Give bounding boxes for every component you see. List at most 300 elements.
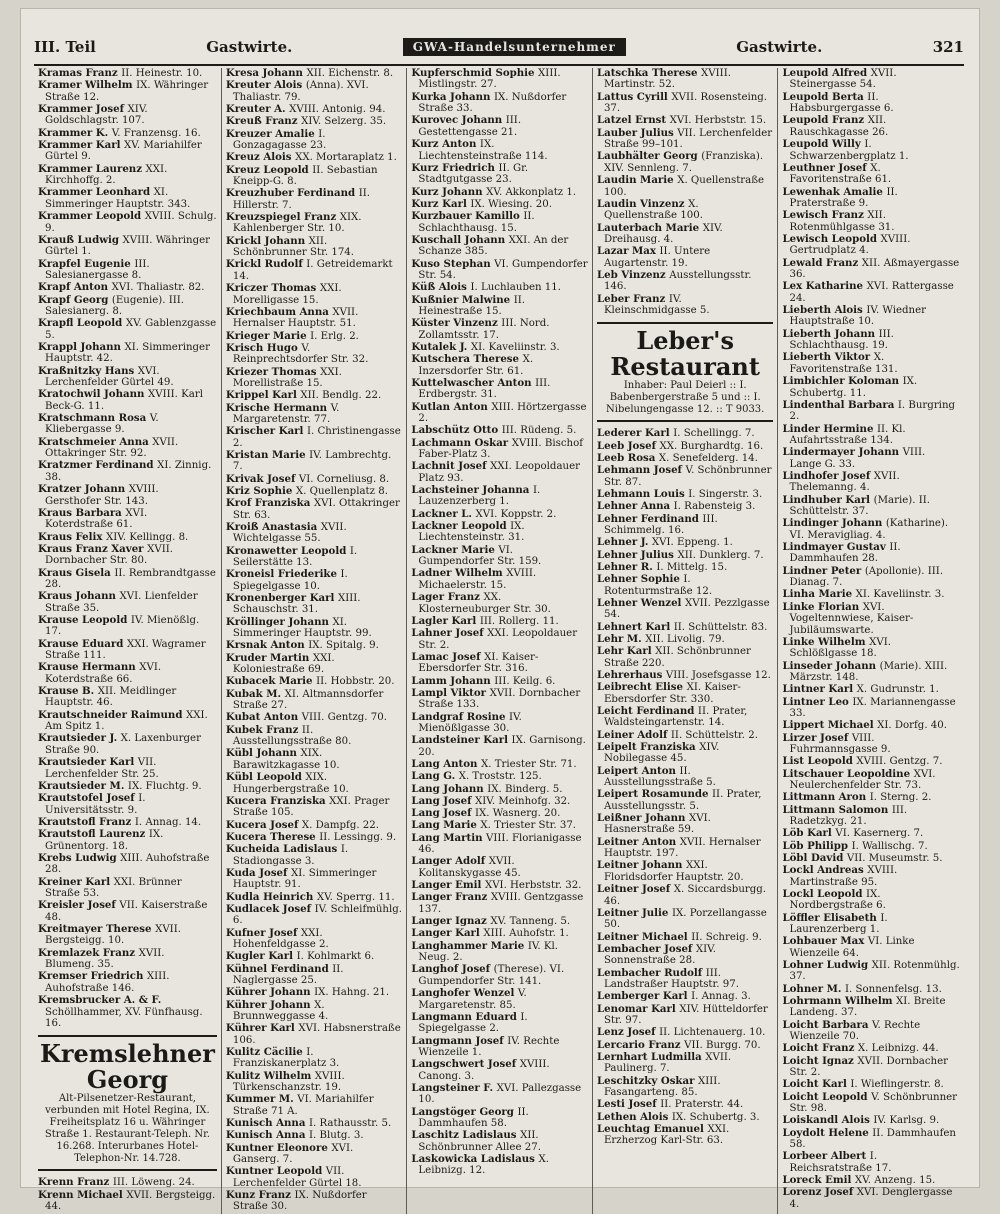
entry-address: I. Kohlmarkt 6. xyxy=(296,951,375,963)
entry-address: II. Lichtenauerg. 10. xyxy=(659,1027,766,1039)
entry-address: XVII. Bergsteigg. 10. xyxy=(45,923,181,947)
directory-entry xyxy=(411,521,588,544)
entry-name: Langer Karl xyxy=(411,927,484,940)
entry-name: Laubhälter Georg xyxy=(596,150,702,163)
entry-address: VI. Gumpendorfer Str. 159. xyxy=(418,544,542,568)
directory-entry xyxy=(411,856,588,879)
entry-name: Krautsieder M. xyxy=(38,779,128,792)
directory-entry xyxy=(38,259,217,282)
directory-entry xyxy=(597,537,774,548)
entry-name: Krapfl Leopold xyxy=(38,317,126,330)
entry-address: XVI. Thaliastr. 82. xyxy=(111,282,205,294)
directory-entry xyxy=(782,400,960,423)
entry-name: Lehmann Louis xyxy=(596,488,689,501)
entry-address: XII. Dunklerg. 7. xyxy=(677,549,764,561)
directory-entry xyxy=(411,1154,588,1177)
entry-name: Leißner Johann xyxy=(596,812,689,825)
entry-name: Krapf Anton xyxy=(38,281,112,294)
directory-entry xyxy=(597,92,774,115)
directory-entry xyxy=(411,880,588,891)
entry-name: Lagler Karl xyxy=(411,614,480,627)
entry-address: IX. Garnisong. 20. xyxy=(418,735,586,758)
entry-address: VI. Kasernerg. 7. xyxy=(835,828,924,840)
entry-address: X. Laxenburger Straße 90. xyxy=(45,733,201,756)
entry-address: (Marie). XIII. Märzstr. 148. xyxy=(789,660,948,683)
entry-address: II. Gr. Stadtgutgasse 23. xyxy=(418,162,529,186)
entry-name: Loicht Barbara xyxy=(782,1018,872,1031)
directory-entry xyxy=(226,474,403,485)
entry-address: XIV. Sonnenstraße 28. xyxy=(603,943,716,967)
directory-entry xyxy=(782,471,960,494)
directory-entry xyxy=(411,592,588,615)
entry-name: Lindhuber Karl xyxy=(782,493,874,506)
directory-entry xyxy=(38,793,217,816)
entry-address: IX. Nußdorfer Straße 33. xyxy=(418,91,567,115)
entry-address: IX. Spitalg. 9. xyxy=(308,640,379,652)
directory-entry xyxy=(782,637,960,660)
entry-name: Littmann Salomon xyxy=(782,803,892,816)
directory-entry xyxy=(38,900,217,923)
entry-address: V. Franzensg. 16. xyxy=(111,127,201,139)
entry-address: III. Radetzkyg. 21. xyxy=(789,804,908,827)
directory-entry xyxy=(597,1052,774,1075)
entry-address: Schöllhammer, XV. Fünfhausg. 16. xyxy=(45,1006,203,1029)
entry-name: Lieberth Johann xyxy=(782,327,879,340)
entry-address: I. Mittelg. 15. xyxy=(656,561,728,573)
entry-name: Krappl Johann xyxy=(38,340,125,353)
entry-name: Kreuz Leopold xyxy=(225,163,313,176)
directory-entry xyxy=(597,789,774,812)
directory-entry xyxy=(38,877,217,900)
directory-entry xyxy=(411,68,588,91)
directory-entry xyxy=(782,281,960,304)
directory-entry xyxy=(38,757,217,780)
directory-entry xyxy=(226,593,403,616)
entry-name: Linseder Johann xyxy=(782,659,880,672)
ad-title: Kremslehner Georg xyxy=(40,1039,215,1095)
directory-entry xyxy=(38,591,217,614)
entry-name: Krammer Josef xyxy=(38,103,128,115)
entry-name: Loicht Karl xyxy=(782,1078,851,1091)
entry-name: Lang G. xyxy=(411,770,459,783)
entry-address: II. Dammhaufen 28. xyxy=(789,542,901,565)
entry-name: Lockl Leopold xyxy=(782,887,867,900)
directory-entry xyxy=(38,366,217,389)
entry-name: Löb Karl xyxy=(782,827,836,840)
entry-name: Kurz Johann xyxy=(411,185,487,198)
directory-entry xyxy=(38,342,217,365)
entry-name: Lieberth Viktor xyxy=(782,351,874,364)
directory-entry xyxy=(38,662,217,685)
entry-name: Loicht Ignaz xyxy=(782,1054,858,1067)
directory-entry xyxy=(38,460,217,483)
directory-entry xyxy=(597,270,774,293)
directory-entry xyxy=(411,1012,588,1035)
entry-name: Küster Vinzenz xyxy=(411,317,502,330)
entry-name: Lintner Leo xyxy=(782,695,853,708)
directory-entry xyxy=(782,234,960,257)
directory-entry xyxy=(38,924,217,947)
entry-address: XXI. Kirchhoffg. 2. xyxy=(45,163,168,187)
entry-address: X. Inzersdorfer Str. 61. xyxy=(418,354,534,377)
directory-entry xyxy=(226,653,403,676)
entry-address: XIV. Nobilegasse 45. xyxy=(603,741,720,765)
directory-entry xyxy=(411,211,588,234)
directory-entry xyxy=(782,139,960,162)
directory-entry xyxy=(782,1092,960,1115)
directory-entry xyxy=(782,889,960,912)
entry-name: Löb Philipp xyxy=(782,839,852,852)
entry-address: I. Gonzagagasse 23. xyxy=(232,128,327,151)
entry-address: XVI. Koterdstraße 66. xyxy=(45,662,162,685)
entry-name: Leeb Josef xyxy=(596,439,660,452)
entry-address: XX. Burghardtg. 16. xyxy=(659,440,764,452)
directory-entry xyxy=(226,283,403,306)
directory-entry xyxy=(782,697,960,720)
entry-address: XVII. Wichtelgasse 55. xyxy=(232,521,347,545)
entry-name: Kunisch Anna xyxy=(225,1129,309,1142)
directory-entry xyxy=(597,646,774,669)
entry-address: XXI. Morelligasse 15. xyxy=(232,283,342,306)
entry-address: IX. Binderg. 5. xyxy=(487,783,563,795)
entry-name: Kronenberger Karl xyxy=(225,592,338,605)
directory-entry xyxy=(38,853,217,876)
entry-address: I. Laurenzerberg 1. xyxy=(789,912,888,935)
entry-address: I. Stadiongasse 3. xyxy=(232,844,349,867)
entry-address: I. Franziskanerplatz 3. xyxy=(232,1046,340,1070)
entry-address: IV. Wiedner Hauptstraße 10. xyxy=(789,305,926,328)
directory-entry xyxy=(411,402,588,425)
entry-name: Langstöger Georg xyxy=(411,1105,518,1118)
entry-name: Lewisch Leopold xyxy=(782,232,881,245)
directory-entry xyxy=(782,1128,960,1151)
directory-entry xyxy=(782,210,960,233)
entry-address: III. Schlachthausg. 19. xyxy=(789,328,894,352)
entry-name: Lang Johann xyxy=(411,782,488,795)
directory-entry xyxy=(597,115,774,126)
entry-address: II. Schüttelstr. 83. xyxy=(673,621,768,633)
entry-name: Kremser Friedrich xyxy=(38,970,147,983)
directory-entry xyxy=(411,712,588,735)
entry-address: III. Nord. Zollamtsstr. 17. xyxy=(418,318,550,341)
entry-name: List Leopold xyxy=(782,755,857,768)
entry-name: Kröllinger Johann xyxy=(225,615,333,628)
entry-name: Kurz Anton xyxy=(411,138,480,151)
entry-name: Kreuter A. xyxy=(225,103,290,115)
entry-address: VII. Lerchenfelder Straße 99–101. xyxy=(603,127,773,151)
entry-name: Linke Wilhelm xyxy=(782,635,870,648)
entry-name: Krenn Michael xyxy=(38,1188,127,1201)
directory-entry xyxy=(226,259,403,282)
entry-name: Kutlan Anton xyxy=(411,400,492,413)
header-band: GWA-Handelsunternehmer xyxy=(403,38,626,56)
directory-entry xyxy=(782,115,960,138)
entry-name: Kriz Sophie xyxy=(225,484,296,497)
entry-name: Kühnel Ferdinand xyxy=(225,962,333,975)
directory-entry xyxy=(411,282,588,293)
directory-entry xyxy=(226,343,403,366)
entry-name: Kucheida Ladislaus xyxy=(225,843,341,856)
entry-address: IX. Liechtensteinstr. 31. xyxy=(418,521,525,544)
entry-name: Lachmann Oskar xyxy=(411,436,512,449)
directory-entry xyxy=(411,735,588,758)
entry-address: IV. Lambrechtg. 7. xyxy=(232,449,392,473)
directory-entry xyxy=(782,865,960,888)
entry-name: Krivak Josef xyxy=(225,472,299,485)
entry-name: Lieberth Alois xyxy=(782,304,867,317)
entry-address: I. Schellingg. 7. xyxy=(673,428,755,440)
entry-name: Leuthner Josef xyxy=(782,161,871,174)
entry-name: Lindinger Johann xyxy=(782,517,886,530)
running-title-right: Gastwirte. xyxy=(736,38,823,56)
entry-address: XVII. Hernalser Hauptstr. 197. xyxy=(603,836,761,860)
directory-entry xyxy=(38,615,217,638)
entry-address: IV. Rechte Wienzeile 1. xyxy=(418,1035,560,1058)
entry-address: III. Schimmelg. 16. xyxy=(603,513,718,537)
entry-name: Kreuz Alois xyxy=(225,151,296,164)
directory-entry xyxy=(597,514,774,537)
entry-address: XXI. Prager Straße 105. xyxy=(232,795,390,819)
directory-entry xyxy=(38,1190,217,1213)
entry-name: Lenomar Karl xyxy=(596,1002,680,1015)
entry-address: X. Dampfg. 22. xyxy=(301,819,380,831)
directory-entry xyxy=(411,796,588,807)
entry-address: XIII. Mistlingstr. 27. xyxy=(418,68,561,91)
directory-entry xyxy=(411,771,588,782)
entry-address: XIV. Goldschlagstr. 107. xyxy=(45,104,148,127)
directory-entry xyxy=(782,447,960,470)
entry-address: XVIII. Währinger Gürtel 1. xyxy=(45,234,211,258)
directory-entry xyxy=(597,1112,774,1123)
entry-name: Lehner Sophie xyxy=(596,573,684,586)
directory-entry xyxy=(597,944,774,967)
entry-address: XVIII. Gentzgasse 137. xyxy=(418,892,584,915)
entry-address: XI. Kaveliinstr. 3. xyxy=(855,589,945,601)
entry-address: X. Favoritenstraße 61. xyxy=(789,162,892,186)
entry-address: I. Annag. 14. xyxy=(134,816,202,828)
entry-name: Kutschera Therese xyxy=(411,353,523,366)
entry-address: XVII. Kolitanskygasse 45. xyxy=(418,856,521,879)
directory-entry xyxy=(782,841,960,852)
directory-entry xyxy=(597,246,774,269)
entry-name: Krause Eduard xyxy=(38,637,127,650)
entry-address: II. Dammhaufen 58. xyxy=(418,1106,529,1130)
entry-address: (Therese). VI. Gumpendorfer Str. 141. xyxy=(418,964,565,987)
directory-entry xyxy=(597,128,774,151)
entry-name: Krautsieder J. xyxy=(38,732,121,745)
entry-address: XV. Sperrg. 11. xyxy=(316,891,395,903)
entry-name: Lackner Leopold xyxy=(411,520,511,533)
directory-entry xyxy=(597,151,774,174)
entry-address: XIII. Hörtzergasse 2. xyxy=(418,401,587,425)
entry-name: Lorenz Josef xyxy=(782,1186,857,1199)
entry-address: IX. Porzellangasse 50. xyxy=(603,907,767,931)
directory-entry xyxy=(782,589,960,600)
entry-name: Kriezer Thomas xyxy=(225,365,321,378)
directory-entry xyxy=(38,639,217,662)
directory-entry xyxy=(411,628,588,651)
directory-entry xyxy=(38,68,217,79)
directory-entry xyxy=(597,550,774,561)
entry-address: XVI. Schlößlgasse 18. xyxy=(789,636,891,660)
entry-name: Landsteiner Karl xyxy=(411,734,512,747)
entry-address: X. Triester Str. 71. xyxy=(481,758,577,770)
directory-entry xyxy=(411,676,588,687)
entry-name: Krischer Karl xyxy=(225,425,307,438)
directory-entry xyxy=(226,522,403,545)
entry-name: Latzel Ernst xyxy=(596,114,670,127)
entry-name: Langer Emil xyxy=(411,879,485,892)
directory-entry xyxy=(226,188,403,211)
entry-address: XVI. Herbststr. 15. xyxy=(669,115,767,127)
entry-address: III. Löweng. 24. xyxy=(112,1177,195,1189)
entry-address: XIII. Auhofstraße 146. xyxy=(45,971,170,994)
entry-name: Kreuzspiegel Franz xyxy=(225,211,340,223)
directory-entry xyxy=(411,820,588,831)
directory-entry xyxy=(411,941,588,964)
directory-entry xyxy=(411,808,588,819)
entry-name: Lembacher Josef xyxy=(596,942,696,955)
entry-name: Lohrmann Wilhelm xyxy=(782,994,897,1007)
entry-name: Kreuß Franz xyxy=(225,115,302,128)
entry-address: XII. Rotenmühlgasse 31. xyxy=(789,210,895,233)
entry-address: XVII. Hernalser Hauptstr. 51. xyxy=(232,306,359,330)
entry-name: Laskowicka Ladislaus xyxy=(411,1153,539,1166)
entry-address: XII. Schönbrunner Str. 174. xyxy=(232,235,355,259)
directory-entry xyxy=(411,988,588,1011)
directory-entry xyxy=(38,80,217,103)
directory-entry xyxy=(38,1177,217,1188)
entry-name: Kriechbaum Anna xyxy=(225,305,333,318)
directory-entry xyxy=(226,152,403,163)
directory-entry xyxy=(226,689,403,712)
entry-address: XVIII. Karl Beck-G. 11. xyxy=(45,389,203,412)
directory-page xyxy=(20,8,980,1213)
entry-name: Limbichler Koloman xyxy=(782,375,903,388)
entry-name: Krautstofl Franz xyxy=(38,815,135,828)
directory-entry xyxy=(411,342,588,353)
entry-name: Kreuzer Amalie xyxy=(225,127,319,140)
entry-name: Lager Franz xyxy=(411,591,484,604)
directory-entry xyxy=(38,318,217,341)
entry-name: Kreisler Josef xyxy=(38,899,120,912)
entry-name: Kremlazek Franz xyxy=(38,946,139,959)
entry-address: XVI. Eppeng. 1. xyxy=(651,537,733,549)
entry-name: Kußnier Malwine xyxy=(411,293,514,306)
directory-entry xyxy=(597,634,774,645)
entry-name: Lembacher Rudolf xyxy=(596,966,706,979)
directory-entry xyxy=(782,960,960,983)
entry-address: VII. Lerchenfelder Gürtel 18. xyxy=(232,1166,362,1189)
entry-address: VII. Kaiserstraße 48. xyxy=(45,900,208,923)
entry-address: IX. Mariannengasse 33. xyxy=(789,696,956,719)
entry-name: Leitner Anton xyxy=(596,835,680,848)
entry-name: Kroneisl Friederike xyxy=(225,568,341,581)
directory-entry xyxy=(38,544,217,567)
entry-name: Loydolt Helene xyxy=(782,1126,873,1139)
entry-address: II. Rembrandtgasse 28. xyxy=(45,567,216,590)
entry-address: XI. Altmannsdorfer Straße 27. xyxy=(232,688,384,712)
directory-entry xyxy=(226,403,403,426)
entry-name: Kuntner Leopold xyxy=(225,1165,326,1178)
entry-name: Langer Adolf xyxy=(411,855,489,868)
entry-name: Lewisch Franz xyxy=(782,209,868,222)
entry-name: Ladner Wilhelm xyxy=(411,567,507,580)
entry-address: I. Seilerstätte 13. xyxy=(232,545,358,569)
directory-entry xyxy=(38,508,217,531)
entry-address: VII. Lerchenfelder Str. 25. xyxy=(45,757,159,780)
entry-name: Leibrecht Elise xyxy=(596,681,687,694)
entry-name: Kunisch Anna xyxy=(225,1117,309,1130)
directory-entry xyxy=(226,640,403,651)
entry-address: X. Triester Str. 37. xyxy=(480,820,577,832)
directory-entry xyxy=(411,1036,588,1059)
entry-name: Kratzmer Ferdinand xyxy=(38,459,158,472)
entry-name: Laudin Marie xyxy=(596,174,678,187)
entry-name: Lehr M. xyxy=(596,632,646,645)
entry-address: (Franziska). XIV. Sennleng. 7. xyxy=(603,151,764,174)
entry-name: Krisch Hugo xyxy=(225,341,302,354)
entry-address: XIV. Selzerg. 35. xyxy=(301,116,387,128)
entry-address: VIII. Josefsgasse 12. xyxy=(665,669,771,681)
column-4 xyxy=(593,68,779,1214)
entry-address: III. Salesianergasse 8. xyxy=(45,258,150,281)
ad-text: Alt-Pilsenetzer-Restaurant, verbunden mit Hotel Regina, IX. Freiheitsplatz 16 u. Währinger Straße 1. Restaurant-Teleph. Nr. 16.268. Interurbanes Hotel-Telephon-Nr. 14.728. xyxy=(44,1093,210,1165)
entry-address: X. Senefelderg. 14. xyxy=(658,453,758,465)
entry-name: Kresa Johann xyxy=(225,67,307,79)
entry-name: Kreuter Alois xyxy=(225,79,306,92)
entry-address: IX. Grünentorg. 18. xyxy=(45,829,164,852)
entry-name: Kuso Stephan xyxy=(411,257,495,270)
entry-address: X. Quellenstraße 100. xyxy=(603,175,765,198)
entry-name: Kriczer Thomas xyxy=(225,282,320,295)
entry-address: XXI. An der Schanze 385. xyxy=(418,234,569,258)
directory-entry xyxy=(597,1004,774,1027)
entry-name: Littmann Aron xyxy=(782,791,870,804)
entry-address: XVI. Koterdstraße 61. xyxy=(45,507,148,531)
entry-name: Kraus Franz Xaver xyxy=(38,542,148,555)
entry-address: XI. Simmeringer Hauptstr. 42. xyxy=(45,341,210,365)
entry-address: XII. Rauschkagasse 26. xyxy=(789,115,889,138)
entry-address: IX. Währinger Straße 12. xyxy=(45,80,209,103)
entry-address: VIII. Florianigasse 46. xyxy=(418,832,582,856)
entry-address: IX. Schubertg. 11. xyxy=(789,376,918,399)
directory-entry xyxy=(782,376,960,399)
entry-address: IX. Fluchtg. 9. xyxy=(127,780,202,792)
entry-address: XIX. Kahlenberger Str. 10. xyxy=(232,212,362,235)
page-number: 321 xyxy=(932,38,964,56)
entry-address: II. Sebastian Kneipp-G. 8. xyxy=(232,164,378,187)
directory-entry xyxy=(782,602,960,636)
entry-name: Krickl Johann xyxy=(225,234,309,247)
entry-address: XXI. Morellistraße 15. xyxy=(232,366,342,389)
directory-entry xyxy=(597,441,774,452)
entry-address: I. Schwarzenbergplatz 1. xyxy=(789,139,909,162)
entry-name: Lippert Michael xyxy=(782,719,878,732)
ad-text: Inhaber: Paul Deierl :: I. Babenbergerstraße 5 und :: I. Nibelungengasse 12. :: T 9033. xyxy=(606,380,765,416)
entry-name: Lewald Franz xyxy=(782,256,862,269)
entry-name: Löffler Elisabeth xyxy=(782,911,881,924)
entry-address: XVIII. Gersthofer Str. 143. xyxy=(45,484,159,507)
entry-name: Kufner Josef xyxy=(225,926,301,939)
entry-address: XXI. Koloniestraße 69. xyxy=(232,652,335,676)
entry-address: XI. Kaiser-Ebersdorfer Str. 330. xyxy=(603,682,741,705)
entry-name: Leipelt Franziska xyxy=(596,740,700,753)
entry-name: Lauber Julius xyxy=(596,126,678,139)
directory-entry xyxy=(226,1130,403,1141)
directory-entry xyxy=(782,68,960,91)
directory-entry xyxy=(597,622,774,633)
